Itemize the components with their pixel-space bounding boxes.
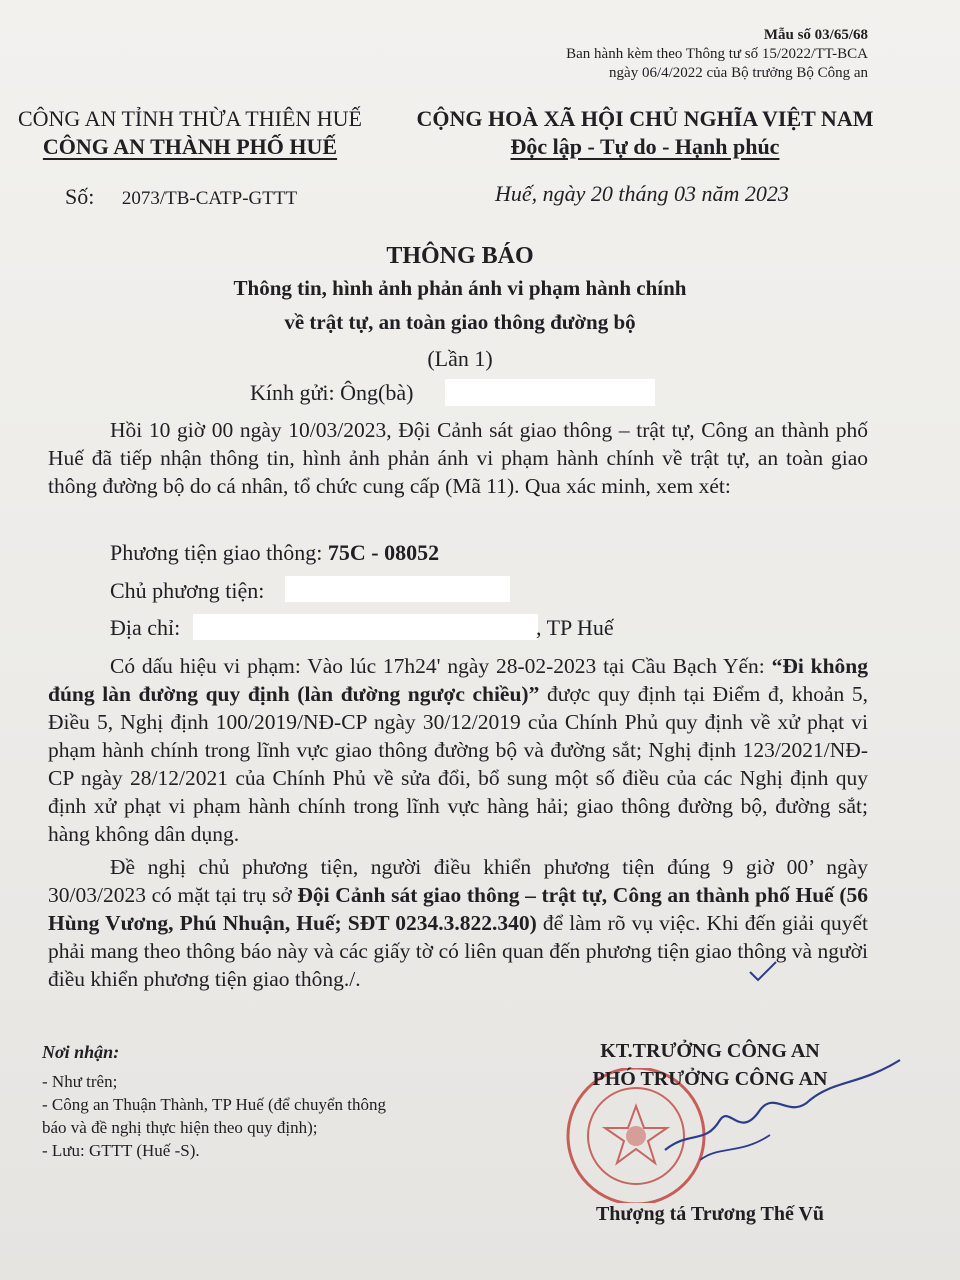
address-line bbox=[110, 615, 180, 641]
recipient-label: Kính gửi: Ông(bà) bbox=[250, 380, 414, 405]
handwritten-signature-icon bbox=[660, 1050, 910, 1170]
violation-intro: Có dấu hiệu vi phạm: Vào lúc 17h24' ngày 28-02-2023 tại Cầu Bạch Yến: bbox=[110, 654, 765, 678]
place-date: Huế, ngày 20 tháng 03 năm 2023 bbox=[495, 181, 789, 206]
violation-paragraph bbox=[48, 652, 868, 848]
owner-line bbox=[110, 578, 264, 604]
nation-name: CỘNG HOÀ XÃ HỘI CHỦ NGHĨA VIỆT NAM bbox=[416, 106, 874, 131]
address-label: Địa chỉ: bbox=[110, 615, 181, 640]
signature-title-1: KT.TRƯỞNG CÔNG AN bbox=[600, 1040, 820, 1062]
owner-label: Chủ phương tiện: bbox=[110, 578, 265, 603]
recipients-list bbox=[42, 1070, 386, 1162]
request-closing: để làm rõ vụ việc. Khi đến giải quyết phải mang theo thông báo này và các giấy tờ có liên quan đến phương tiện giao thông và người điều khiển phương tiện giao thông./. bbox=[48, 911, 868, 991]
redacted-recipient-name bbox=[445, 379, 655, 406]
vehicle-plate: 75C - 08052 bbox=[327, 540, 440, 565]
national-header bbox=[400, 105, 890, 161]
request-intro: Đề nghị chủ phương tiện, người điều khiển phương tiện đúng 9 giờ 00’ ngày 30/03/2023 có mặt tại trụ sở bbox=[48, 855, 868, 907]
document-number-label: Số: bbox=[65, 184, 95, 209]
document-number bbox=[65, 184, 297, 210]
agency-parent: CÔNG AN TỈNH THỪA THIÊN HUẾ bbox=[17, 106, 362, 131]
document-title: THÔNG BÁO bbox=[386, 243, 534, 269]
recipient-line bbox=[250, 380, 413, 406]
redacted-owner-name bbox=[285, 576, 510, 602]
vehicle-line bbox=[110, 540, 439, 566]
document-number-value: 2073/TB-CATP-GTTT bbox=[121, 188, 298, 209]
nation-motto: Độc lập - Tự do - Hạnh phúc bbox=[510, 134, 780, 159]
intro-paragraph: Hồi 10 giờ 00 ngày 10/03/2023, Đội Cảnh sát giao thông – trật tự, Công an thành phố Huế đã tiếp nhận thông tin, hình ảnh phản ánh vi phạm hành chính về trật tự, an toàn giao thông đường bộ do cá nhân, tổ chức cung cấp (Mã 11). Qua xác minh, xem xét: bbox=[48, 418, 868, 498]
form-number: Mẫu số 03/65/68 bbox=[763, 27, 868, 43]
violation-legal-basis: được quy định tại Điểm đ, khoản 5, Điều 5, Nghị định 100/2019/NĐ-CP ngày 30/12/2019 của Chính Phủ quy định về xử phạt vi phạm hành chính trong lĩnh vực giao thông đường bộ và đường sắt; Nghị định 123/2021/NĐ-CP ngày 28/12/2021 của Chính Phủ về sửa đổi, bổ sung một số điều của các Nghị định quy định xử phạt vi phạm hành chính trong lĩnh vực hàng hải; giao thông đường bộ, đường sắt; hàng không dân dụng. bbox=[48, 682, 868, 846]
form-issued-by: ngày 06/4/2022 của Bộ trưởng Bộ Công an bbox=[609, 65, 868, 81]
recipients-title: Nơi nhận: bbox=[42, 1042, 120, 1062]
recipient-item: - Như trên; bbox=[42, 1072, 118, 1091]
recipient-item: - Lưu: GTTT (Huế -S). bbox=[42, 1141, 200, 1160]
attempt-number: (Lần 1) bbox=[427, 346, 493, 371]
form-header bbox=[566, 26, 868, 83]
request-location: Đội Cảnh sát giao thông – trật tự, Công an thành phố Huế (56 Hùng Vương, Phú Nhuận, Huế; SĐT 0234.3.822.340) bbox=[48, 883, 868, 935]
form-issued-with: Ban hành kèm theo Thông tư số 15/2022/TT-BCA bbox=[566, 46, 868, 62]
signer-name: Thượng tá Trương Thế Vũ bbox=[595, 1203, 825, 1225]
agency-block bbox=[0, 105, 380, 161]
violation-quote: “Đi không đúng làn đường quy định (làn đường ngược chiều)” bbox=[48, 654, 869, 706]
recipient-item: báo và đề nghị thực hiện theo quy định); bbox=[42, 1118, 318, 1137]
request-paragraph bbox=[48, 853, 868, 993]
document-subtitle-2: về trật tự, an toàn giao thông đường bộ bbox=[284, 310, 636, 334]
vehicle-label: Phương tiện giao thông: bbox=[110, 540, 323, 565]
address-suffix: , TP Huế bbox=[536, 615, 614, 640]
document-subtitle-1: Thông tin, hình ảnh phản ánh vi phạm hành chính bbox=[233, 276, 687, 300]
signature-title-2: PHÓ TRƯỞNG CÔNG AN bbox=[592, 1068, 828, 1090]
checkmark-icon bbox=[748, 960, 778, 984]
agency-unit: CÔNG AN THÀNH PHỐ HUẾ bbox=[42, 134, 338, 159]
recipient-item: - Công an Thuận Thành, TP Huế (để chuyển thông bbox=[42, 1095, 387, 1114]
redacted-address bbox=[193, 614, 538, 640]
